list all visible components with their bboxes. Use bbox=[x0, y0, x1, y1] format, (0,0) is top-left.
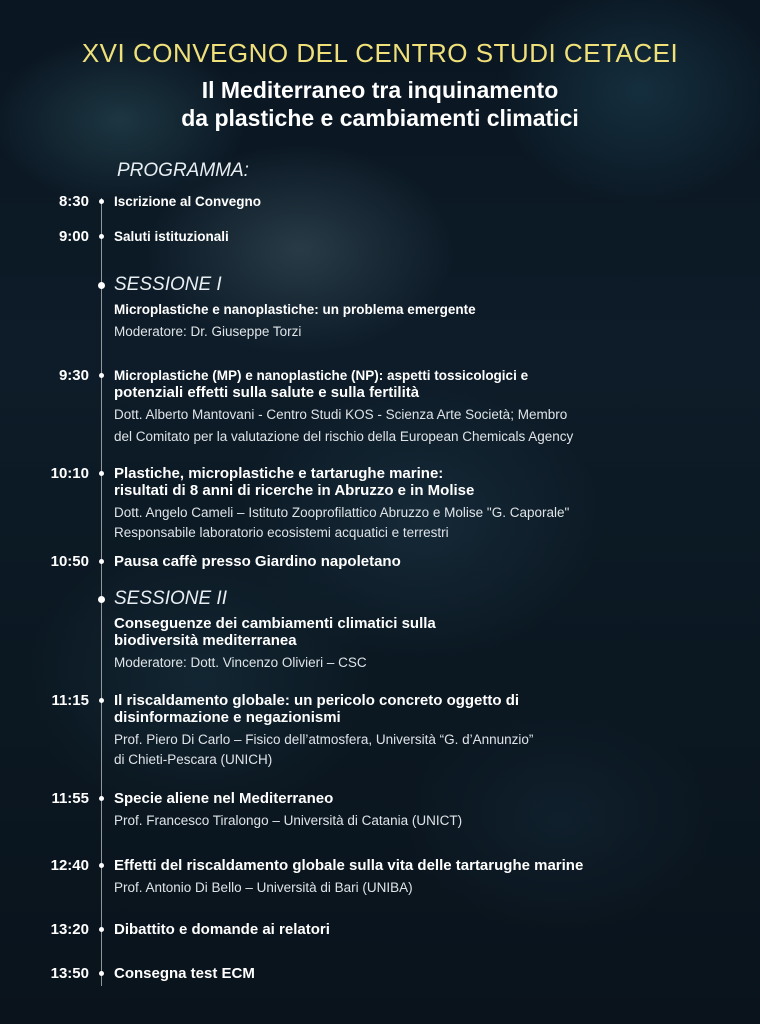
time-1350: 13:50 bbox=[50, 965, 89, 982]
programma-label: PROGRAMMA: bbox=[117, 160, 249, 181]
item-title: Pausa caffè presso Giardino napoletano bbox=[114, 553, 401, 570]
item-speaker: Prof. Antonio Di Bello – Università di Bari (UNIBA) bbox=[114, 880, 413, 895]
timeline-dot bbox=[99, 796, 104, 801]
session-1-moderator: Moderatore: Dr. Giuseppe Torzi bbox=[114, 324, 302, 339]
item-speaker: Prof. Francesco Tiralongo – Università di Catania (UNICT) bbox=[114, 813, 463, 828]
timeline-dot bbox=[99, 927, 104, 932]
item-speaker-line-2: del Comitato per la valutazione del rischio della European Chemicals Agency bbox=[114, 429, 574, 444]
timeline-dot bbox=[99, 698, 104, 703]
item-speaker-line-2: Responsabile laboratorio ecosistemi acquatici e terrestri bbox=[114, 525, 449, 540]
timeline-dot bbox=[99, 199, 104, 204]
session-1-title: Microplastiche e nanoplastiche: un problema emergente bbox=[114, 302, 476, 317]
item-title: Consegna test ECM bbox=[114, 965, 255, 982]
event-title-line-2: da plastiche e cambiamenti climatici bbox=[181, 105, 579, 131]
item-speaker-line-1: Dott. Alberto Mantovani - Centro Studi KOS - Scienza Arte Società; Membro bbox=[114, 407, 568, 422]
timeline-dot bbox=[99, 971, 104, 976]
time-0930: 9:30 bbox=[58, 367, 89, 384]
item-title-line-1: Microplastiche (MP) e nanoplastiche (NP): aspetti tossicologici e bbox=[114, 368, 529, 383]
session-1-label: SESSIONE I bbox=[114, 274, 222, 295]
agenda-item-dibattito bbox=[114, 921, 734, 938]
item-title: Saluti istituzionali bbox=[114, 229, 229, 244]
session-2-label: SESSIONE II bbox=[114, 588, 227, 609]
agenda-item-specie-aliene bbox=[114, 790, 734, 831]
item-speaker-line-1: Prof. Piero Di Carlo – Fisico dell’atmosfera, Università “G. d’Annunzio” bbox=[114, 732, 534, 747]
time-1115: 11:15 bbox=[51, 692, 89, 709]
event-title bbox=[0, 76, 760, 132]
time-0900: 9:00 bbox=[58, 228, 89, 245]
time-1320: 13:20 bbox=[50, 921, 89, 938]
time-1050: 10:50 bbox=[50, 553, 89, 570]
item-title-line-2: risultati di 8 anni di ricerche in Abruzzo e in Molise bbox=[114, 482, 475, 499]
session-2-title-line-1: Conseguenze dei cambiamenti climatici sulla bbox=[114, 615, 436, 632]
time-0830: 8:30 bbox=[58, 193, 89, 210]
time-1155: 11:55 bbox=[51, 790, 89, 807]
agenda-item-tartarughe-riscaldamento bbox=[114, 857, 734, 898]
convegno-heading: XVI CONVEGNO DEL CENTRO STUDI CETACEI bbox=[81, 38, 679, 68]
agenda-item-tartarughe-plastiche bbox=[114, 465, 734, 543]
agenda-item-saluti bbox=[114, 228, 734, 245]
session-2-title-line-2: biodiversità mediterranea bbox=[114, 632, 297, 649]
item-title: Dibattito e domande ai relatori bbox=[114, 921, 330, 938]
item-title-line-1: Il riscaldamento globale: un pericolo concreto oggetto di bbox=[114, 692, 520, 709]
session-2-moderator: Moderatore: Dott. Vincenzo Olivieri – CSC bbox=[114, 655, 367, 670]
item-title-line-2: disinformazione e negazionismi bbox=[114, 709, 341, 726]
item-title: Specie aliene nel Mediterraneo bbox=[114, 790, 334, 807]
session-dot bbox=[98, 596, 105, 603]
item-title: Effetti del riscaldamento globale sulla vita delle tartarughe marine bbox=[114, 857, 584, 874]
agenda-item-riscaldamento bbox=[114, 692, 734, 770]
agenda-item-microplastiche bbox=[114, 367, 734, 447]
item-speaker-line-2: di Chieti-Pescara (UNICH) bbox=[114, 752, 273, 767]
event-title-line-1: Il Mediterraneo tra inquinamento bbox=[201, 77, 559, 103]
agenda-item-ecm bbox=[114, 965, 734, 982]
time-1240: 12:40 bbox=[50, 857, 89, 874]
agenda-item-pausa bbox=[114, 553, 734, 570]
item-title: Iscrizione al Convegno bbox=[114, 194, 262, 209]
item-speaker-line-1: Dott. Angelo Cameli – Istituto Zooprofilattico Abruzzo e Molise "G. Caporale" bbox=[114, 505, 570, 520]
item-title-line-1: Plastiche, microplastiche e tartarughe marine: bbox=[114, 465, 444, 482]
time-1010: 10:10 bbox=[50, 465, 89, 482]
agenda-item-iscrizione bbox=[114, 193, 734, 210]
timeline-dot bbox=[99, 863, 104, 868]
timeline-dot bbox=[99, 373, 104, 378]
session-1-block bbox=[114, 301, 734, 342]
timeline-dot bbox=[99, 559, 104, 564]
session-dot bbox=[98, 282, 105, 289]
timeline-dot bbox=[99, 471, 104, 476]
item-title-line-2: potenziali effetti sulla salute e sulla fertilità bbox=[114, 384, 420, 401]
timeline-dot bbox=[99, 234, 104, 239]
session-2-block bbox=[114, 615, 734, 673]
